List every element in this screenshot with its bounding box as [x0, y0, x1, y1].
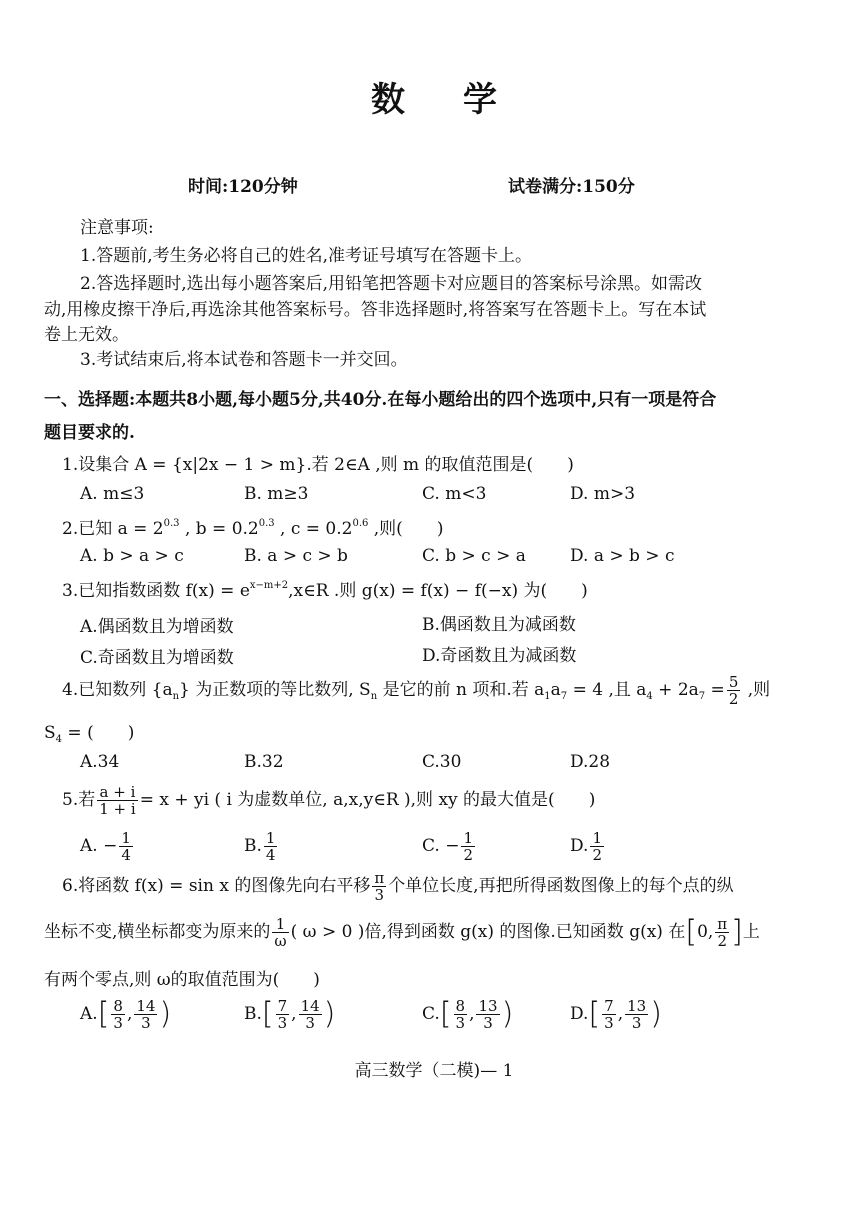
question-2-option-c: C. b > c > a [422, 546, 526, 566]
question-5-option-a: A. − $\frac{1}{4}$ [80, 829, 131, 864]
question-1-stem: 1.设集合 A = {x|2x − 1 > m}.若 2∈A ,则 m 的取值范围是( ) [62, 455, 574, 475]
question-6-stem-line-1: 6.将函数 f(x) = sin x 的图像先向右平移 $\frac{\pi}{3}$ 个单位长度,再把所得函数图像上的每个点的纵 [62, 869, 734, 904]
notice-item-3: 3.考试结束后,将本试卷和答题卡一并交回。 [80, 350, 408, 370]
question-6-option-a: A.[ $\frac{8}{3}$ , $\frac{14}{3}$ ) [80, 996, 172, 1032]
question-6-option-b: B.[ $\frac{7}{3}$ , $\frac{14}{3}$ ) [244, 996, 336, 1032]
exam-full-score: 试卷满分:150分 [508, 177, 635, 197]
question-3-option-a: A.偶函数且为增函数 [80, 617, 234, 637]
question-6-stem-line-2: 坐标不变,横坐标都变为原来的 $\frac{1}{\omega}$ ( ω > 0 )倍,得到函数 g(x) 的图像.已知函数 g(x) 在[0, $\frac{\pi}{2}$ ]上 [44, 914, 760, 950]
page-footer: 高三数学（二模)— 1 [354, 1061, 514, 1081]
question-3-option-c: C.奇函数且为增函数 [80, 648, 234, 668]
question-4-option-d: D.28 [570, 752, 611, 772]
question-3-stem: 3.已知指数函数 $f(x) = e^{x-m+2},x\in R$ .则 g(x) = f(x) − f(−x) 为( ) [62, 580, 588, 601]
question-4-option-c: C.30 [422, 752, 462, 772]
question-5-option-d: D. $\frac{1}{2}$ [570, 829, 602, 864]
section-1-heading-line-2: 题目要求的. [44, 423, 135, 443]
question-4-stem: 4.已知数列 $\{a_n\}$ 为正数项的等比数列, $S_n$ 是它的前 n 项和.若 $a_1a_7 = 4$ ,且 $a_4 + 2a_7$ = $\frac{5}{2}$ ,则 [62, 673, 771, 708]
section-1-heading-line-1: 一、选择题:本题共8小题,每小题5分,共40分.在每小题给出的四个选项中,只有一项是符合 [44, 390, 717, 410]
notice-item-2-line-1: 2.答选择题时,选出每小题答案后,用铅笔把答题卡对应题目的答案标号涂黑。如需改 [80, 274, 703, 294]
notice-heading: 注意事项: [80, 218, 154, 238]
question-5-option-c: C. − $\frac{1}{2}$ [422, 829, 473, 864]
question-1-option-d: D. m>3 [570, 484, 636, 504]
question-5-option-b: B. $\frac{1}{4}$ [244, 829, 276, 864]
notice-item-1: 1.答题前,考生务必将自己的姓名,准考证号填写在答题卡上。 [80, 246, 533, 266]
question-2-option-d: D. a > b > c [570, 546, 675, 566]
question-4-stem-line-2: $S_4$ = ( ) [44, 723, 135, 745]
question-3-option-b: B.偶函数且为减函数 [422, 615, 576, 635]
question-5-stem: 5.若 $\frac{a + i}{1 + i}$ = x + yi ( i 为虚数单位, a,x,y∈R ),则 xy 的最大值是( ) [62, 783, 596, 818]
question-1-option-a: A. m≤3 [80, 484, 145, 504]
question-2-option-a: A. b > a > c [80, 546, 184, 566]
question-6-option-d: D.[ $\frac{7}{3}$ , $\frac{13}{3}$ ) [570, 996, 662, 1032]
question-2-stem: 2.已知 $a = 2^{0.3}$ , $b = 0.2^{0.3}$ , $c = 0.2^{0.6}$ ,则( ) [62, 518, 444, 539]
question-3-option-d: D.奇函数且为减函数 [422, 646, 577, 666]
notice-item-2-line-2: 动,用橡皮擦干净后,再选涂其他答案标号。答非选择题时,将答案写在答题卡上。写在本试 [44, 300, 707, 320]
question-4-option-a: A.34 [80, 752, 120, 772]
question-1-option-c: C. m<3 [422, 484, 487, 504]
question-6-stem-line-3: 有两个零点,则 ω的取值范围为( ) [44, 970, 320, 990]
question-4-option-b: B.32 [244, 752, 284, 772]
exam-time: 时间:120分钟 [188, 177, 298, 197]
page-title: 数学 [371, 80, 555, 120]
question-1-option-b: B. m≥3 [244, 484, 309, 504]
notice-item-2-line-3: 卷上无效。 [44, 325, 129, 345]
question-2-option-b: B. a > c > b [244, 546, 348, 566]
question-6-option-c: C.[ $\frac{8}{3}$ , $\frac{13}{3}$ ) [422, 996, 514, 1032]
